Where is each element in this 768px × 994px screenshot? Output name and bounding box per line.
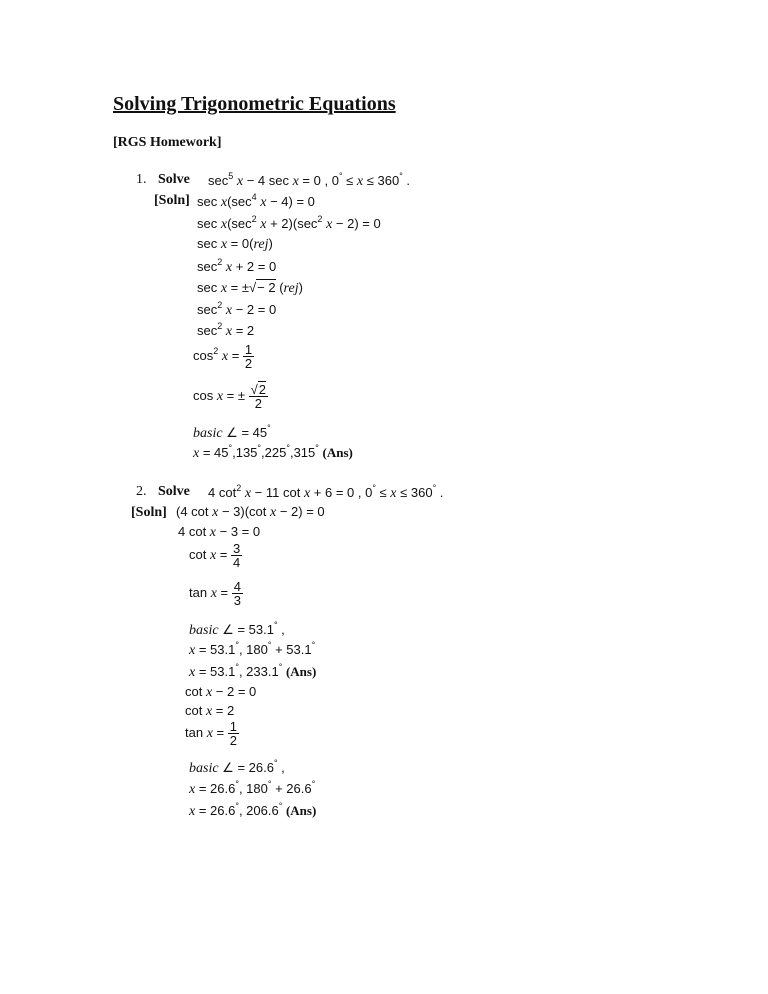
q1-step-7: $\sec^2 x = 2$: [197, 321, 255, 339]
q2-step-11: x = 26.6°, 180° + 26.6°: [189, 779, 316, 797]
q1-step-4: $\sec^2 x + 2 = 0$: [197, 257, 277, 275]
q2-step-7: cot x − 2 = 0: [185, 684, 257, 700]
answer-marker: (Ans): [285, 803, 317, 818]
q1-step-9: cos x = ± $\frac{√2}{2}$: [193, 382, 266, 411]
q2-step-8: cot x = 2: [185, 703, 235, 719]
q1-answer: x = 45°,135°,225°,315° (Ans): [193, 443, 353, 461]
q2-answer-2: x = 26.6°, 206.6° (Ans): [189, 801, 317, 819]
answer-marker: (Ans): [285, 664, 317, 679]
q2-step-6: x = 53.1°, 180° + 53.1°: [189, 640, 316, 658]
question-1-number: 1.: [136, 172, 147, 187]
q1-step-8: $\cos^2 x$ = $\frac{1}{2}$: [193, 342, 253, 371]
q1-step-10: basic ∠ = 45°: [193, 423, 271, 441]
q2-step-5: basic ∠ = 53.1° ,: [189, 620, 285, 638]
question-1-soln-label: [Soln]: [154, 193, 190, 208]
q1-step-2: $\sec x(\sec^2$ $x + 2)(\sec^2$ x − 2) = 0: [197, 214, 381, 232]
section-heading: [RGS Homework]: [113, 135, 222, 150]
q2-step-9: tan x = $\frac{1}{2}$: [185, 719, 237, 748]
question-1-problem: $\sec^5 x - 4$ sec x = 0 , 0° ≤ x ≤ 360° .: [208, 171, 411, 189]
q2-step-10: basic ∠ = 26.6° ,: [189, 758, 285, 776]
q2-step-4: tan x = $\frac{4}{3}$: [189, 579, 241, 608]
question-2-problem: 4 $\cot^2 x - 11$ cot x + 6 = 0 , 0° ≤ x ≤ 360° .: [208, 483, 444, 501]
q2-step-3: cot x = $\frac{3}{4}$: [189, 541, 241, 570]
q1-step-5: sec x = ±√− 2 (rej): [197, 280, 303, 296]
q1-step-3: sec x = 0(rej): [197, 236, 273, 252]
q1-step-1: $\sec x(\sec^4$ x − 4) = 0: [197, 192, 315, 210]
question-1-solve-label: Solve: [158, 172, 190, 187]
question-2-number: 2.: [136, 484, 147, 499]
q2-step-1: (4 cot x − 3)(cot x − 2) = 0: [176, 504, 325, 520]
answer-marker: (Ans): [322, 445, 353, 460]
q2-step-2: 4 cot x − 3 = 0: [178, 524, 261, 540]
question-2-soln-label: [Soln]: [131, 505, 167, 520]
page-title: Solving Trigonometric Equations: [113, 93, 396, 115]
q1-step-6: $\sec^2 x - 2 = 0$: [197, 300, 277, 318]
q2-answer-1: x = 53.1°, 233.1° (Ans): [189, 662, 317, 680]
question-2-solve-label: Solve: [158, 484, 190, 499]
